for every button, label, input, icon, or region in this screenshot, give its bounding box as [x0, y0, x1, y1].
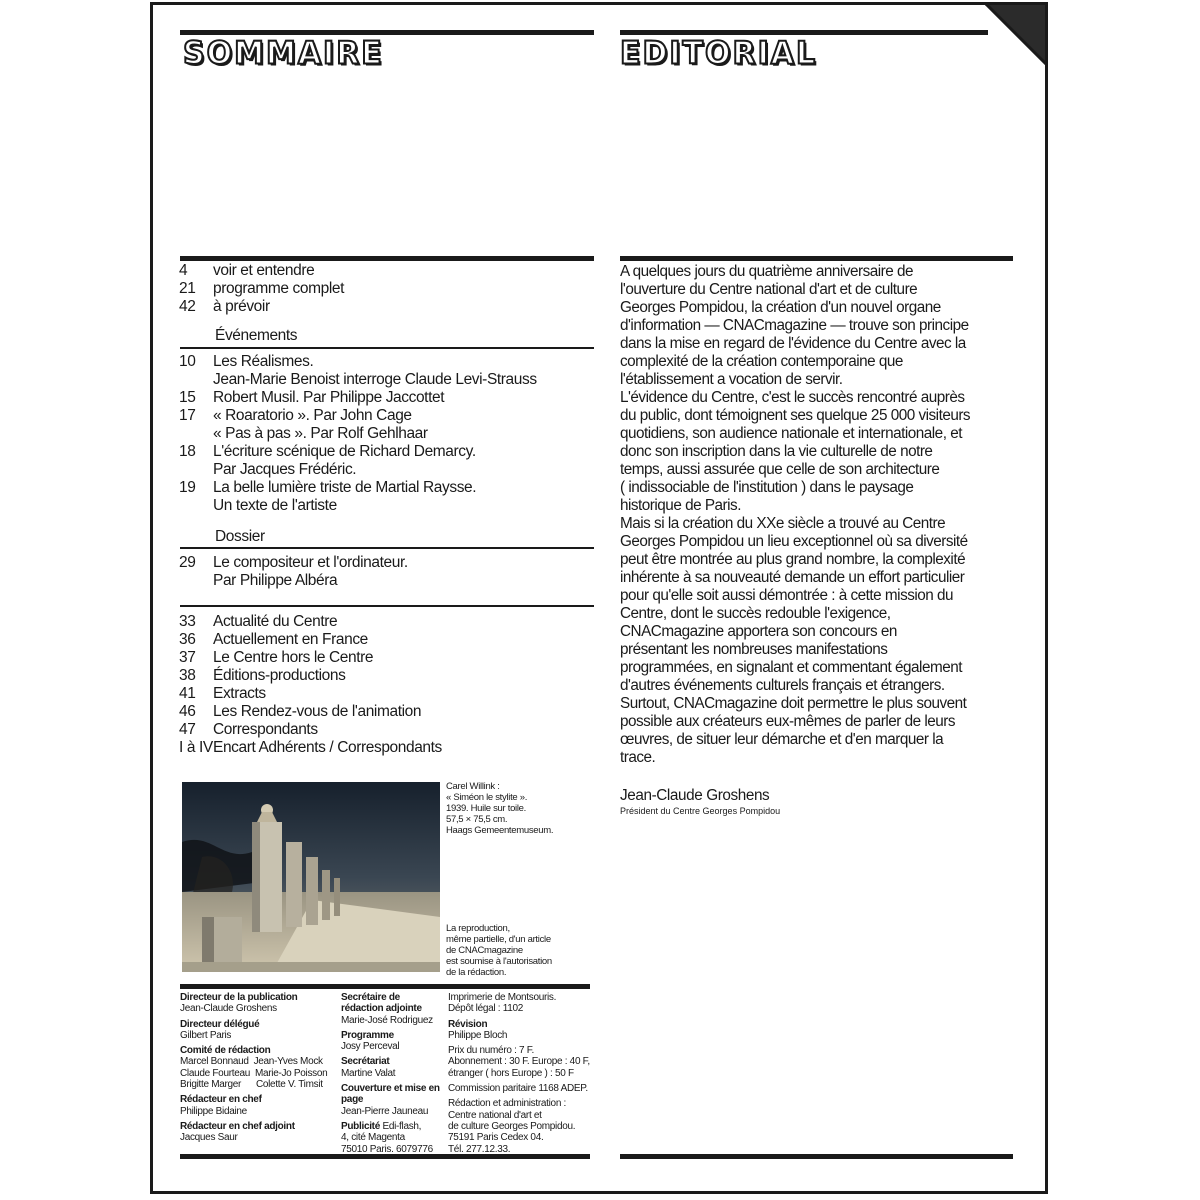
credit-value: Imprimerie de Montsouris.	[448, 992, 557, 1003]
toc-rule-3	[180, 547, 594, 549]
editorial-line: A quelques jours du quatrième anniversaire de	[620, 263, 913, 280]
editorial-line: Centre, dont le succès redouble l'exigence,	[620, 605, 891, 622]
caption-line: 57,5 × 75,5 cm.	[446, 814, 508, 825]
editorial-body-rule	[620, 256, 1013, 261]
editorial-line: programmées, en signalant et commentant également	[620, 659, 962, 676]
signature-name: Jean-Claude Groshens	[620, 787, 770, 804]
caption-line: est soumise à l'autorisation	[446, 956, 552, 967]
toc-bottom	[179, 613, 594, 757]
credit-value: Rédaction et administration :	[448, 1098, 567, 1110]
toc-entry-subline: Par Philippe Albéra	[213, 572, 338, 589]
credit-value: Marie-José Rodriguez	[341, 1014, 433, 1026]
toc-rule-1	[180, 256, 594, 261]
toc-entry[interactable]: 42 à prévoir	[179, 298, 270, 315]
credits-top-rule	[180, 984, 590, 989]
credit-value: Josy Perceval	[341, 1041, 400, 1053]
toc-entry[interactable]: 33 Actualité du Centre	[179, 613, 338, 630]
editorial-line: dans la mise en regard de l'évidence du Centre avec la	[620, 335, 966, 352]
credit-label: Secrétaire de rédaction adjointe	[341, 992, 422, 1015]
credits-column-2	[341, 992, 443, 1155]
painting-simeon-le-stylite	[182, 782, 440, 972]
credit-value: 4, cité Magenta	[341, 1132, 405, 1144]
editorial-line: pour qu'elle soit aussi démontrée : à cette mission du	[620, 587, 954, 604]
credit-value: Philippe Bidaine	[180, 1105, 247, 1117]
toc-entry[interactable]: 29 Le compositeur et l'ordinateur.	[179, 554, 408, 571]
toc-dossier	[179, 554, 594, 590]
credit-label: Révision	[448, 1018, 488, 1030]
credit-value: Jean-Claude Groshens	[180, 1003, 277, 1015]
editorial-line: ( indissociable de l'institution ) dans le paysage	[620, 479, 914, 496]
editorial-body	[620, 263, 1015, 767]
credit-label: Secrétariat	[341, 1056, 390, 1068]
credit-value: Edi-flash,	[382, 1120, 422, 1132]
toc-entry[interactable]: 10 Les Réalismes.	[179, 353, 314, 370]
evenements-label: Événements	[215, 327, 298, 344]
credits-column-1	[180, 992, 340, 1144]
toc-entry[interactable]: 4 voir et entendre	[179, 262, 315, 279]
toc-entry[interactable]: 36 Actuellement en France	[179, 631, 368, 648]
editorial-line: donc son inscription dans la vie culturelle de notre	[620, 443, 933, 460]
credit-value: Marcel Bonnaud Jean-Yves Mock	[180, 1056, 323, 1068]
editorial-line: quotidiens, son audience nationale et internationale, et	[620, 425, 962, 442]
credit-value: Brigitte Marger Colette V. Timsit	[180, 1079, 323, 1091]
credit-value: Claude Fourteau Marie-Jo Poisson	[180, 1067, 328, 1079]
caption-line: 1939. Huile sur toile.	[446, 803, 527, 814]
credit-value: Prix du numéro : 7 F.	[448, 1045, 534, 1057]
editorial-line: temps, aussi assurée que celle de son architecture	[620, 461, 940, 478]
credit-value: Tél. 277.12.33.	[448, 1143, 511, 1155]
signature-role: Président du Centre Georges Pompidou	[620, 806, 781, 816]
credit-label: Programme	[341, 1029, 394, 1041]
reproduction-notice	[446, 923, 552, 978]
editorial-heading: EDITORIAL	[620, 35, 818, 72]
credits-column-3	[448, 992, 598, 1155]
toc-rule-4	[180, 605, 594, 607]
credit-value: 75010 Paris. 6079776	[341, 1143, 433, 1155]
credit-label: Publicité	[341, 1120, 380, 1132]
caption-line: Haags Gemeentemuseum.	[446, 825, 554, 836]
credit-value: Philippe Bloch	[448, 1029, 508, 1041]
toc-entry[interactable]: 19 La belle lumière triste de Martial Raysse.	[179, 479, 477, 496]
editorial-line: Georges Pompidou un lieu exceptionnel où sa diversité	[620, 533, 968, 550]
editorial-line: Surtout, CNACmagazine doit permettre le plus souvent	[620, 695, 967, 712]
editorial-line: l'établissement a vocation de servir.	[620, 371, 843, 388]
caption-line: « Siméon le stylite ».	[446, 792, 528, 803]
editorial-line: peut être montrée au plus grand nombre, la complexité	[620, 551, 966, 568]
toc-top	[179, 262, 594, 316]
credit-value: Martine Valat	[341, 1067, 396, 1079]
credit-value: Jean-Pierre Jauneau	[341, 1105, 429, 1117]
credit-value: Centre national d'art et	[448, 1109, 542, 1121]
credit-value: de culture Georges Pompidou.	[448, 1120, 576, 1132]
toc-rule-2	[180, 347, 594, 349]
toc-entry-subline: Jean-Marie Benoist interroge Claude Levi-Strauss	[213, 371, 537, 388]
toc-entry-subline: Un texte de l'artiste	[213, 497, 337, 514]
caption-line: La reproduction,	[446, 923, 510, 934]
credit-label: Directeur de la publication	[180, 992, 298, 1003]
editorial-line: d'autres événements culturels français et étrangers.	[620, 677, 945, 694]
credit-value: Abonnement : 30 F. Europe : 40 F,	[448, 1056, 590, 1068]
toc-entry[interactable]: 37 Le Centre hors le Centre	[179, 649, 374, 666]
toc-entry-subline: « Pas à pas ». Par Rolf Gehlhaar	[213, 425, 428, 442]
editorial-line: Mais si la création du XXe siècle a trouvé au Centre	[620, 515, 946, 532]
page-corner-fold	[985, 3, 1047, 65]
credit-label: Directeur délégué	[180, 1018, 260, 1030]
editorial-line: historique de Paris.	[620, 497, 741, 514]
toc-entry[interactable]: 46 Les Rendez-vous de l'animation	[179, 703, 422, 720]
editorial-line: complexité de la création contemporaine que	[620, 353, 903, 370]
editorial-line: d'information — CNACmagazine — trouve son principe	[620, 317, 969, 334]
editorial-line: l'ouverture du Centre national d'art et de culture	[620, 281, 918, 298]
credit-value: Jacques Saur	[180, 1132, 238, 1144]
credit-value: 75191 Paris Cedex 04.	[448, 1132, 544, 1144]
toc-entry[interactable]: I à IV Encart Adhérents / Correspondants	[179, 739, 442, 756]
toc-evenements	[179, 353, 594, 515]
editorial-line: Georges Pompidou, la création d'un nouvel organe	[620, 299, 941, 316]
credit-label: Couverture et mise en page	[341, 1083, 440, 1106]
credit-label: Comité de rédaction	[180, 1045, 271, 1057]
editorial-line: inhérente à sa nouveauté demande un effort particulier	[620, 569, 965, 586]
editorial-bottom-rule	[620, 1154, 1013, 1159]
credit-value: Gilbert Paris	[180, 1029, 232, 1041]
editorial-line: œuvres, de situer leur démarche et d'en marquer la	[620, 731, 944, 748]
caption-line: Carel Willink :	[446, 781, 500, 792]
credit-label: Rédacteur en chef	[180, 1094, 262, 1106]
caption-line: de la rédaction.	[446, 967, 507, 978]
credit-value: étranger ( hors Europe ) : 50 F	[448, 1067, 574, 1079]
painting-caption	[446, 781, 553, 836]
editorial-line: L'évidence du Centre, c'est le succès rencontré auprès	[620, 389, 965, 406]
caption-line: même partielle, d'un article	[446, 934, 551, 945]
toc-entry[interactable]: 17 « Roaratorio ». Par John Cage	[179, 407, 412, 424]
editorial-line: possible aux créateurs eux-mêmes de parler de leurs	[620, 713, 956, 730]
toc-entry[interactable]: 38 Éditions-productions	[179, 667, 346, 684]
editorial-line: CNACmagazine apportera son concours en	[620, 623, 897, 640]
sommaire-heading: SOMMAIRE	[183, 35, 384, 72]
credit-label: Rédacteur en chef adjoint	[180, 1120, 295, 1132]
editorial-line: du public, dont témoignent ses quelque 25 000 visiteurs	[620, 407, 971, 424]
dossier-label: Dossier	[215, 528, 265, 545]
toc-entry[interactable]: 41 Extracts	[179, 685, 266, 702]
editorial-line: trace.	[620, 749, 656, 766]
toc-entry[interactable]: 21 programme complet	[179, 280, 345, 297]
toc-entry[interactable]: 18 L'écriture scénique de Richard Demarcy.	[179, 443, 476, 460]
toc-entry-subline: Par Jacques Frédéric.	[213, 461, 357, 478]
toc-entry[interactable]: 15 Robert Musil. Par Philippe Jaccottet	[179, 389, 445, 406]
credit-value: Dépôt légal : 1102	[448, 1003, 524, 1015]
toc-entry[interactable]: 47 Correspondants	[179, 721, 318, 738]
caption-line: de CNACmagazine	[446, 945, 523, 956]
editorial-line: présentant les nombreuses manifestations	[620, 641, 888, 658]
credit-value: Commission paritaire 1168 ADEP.	[448, 1083, 588, 1095]
